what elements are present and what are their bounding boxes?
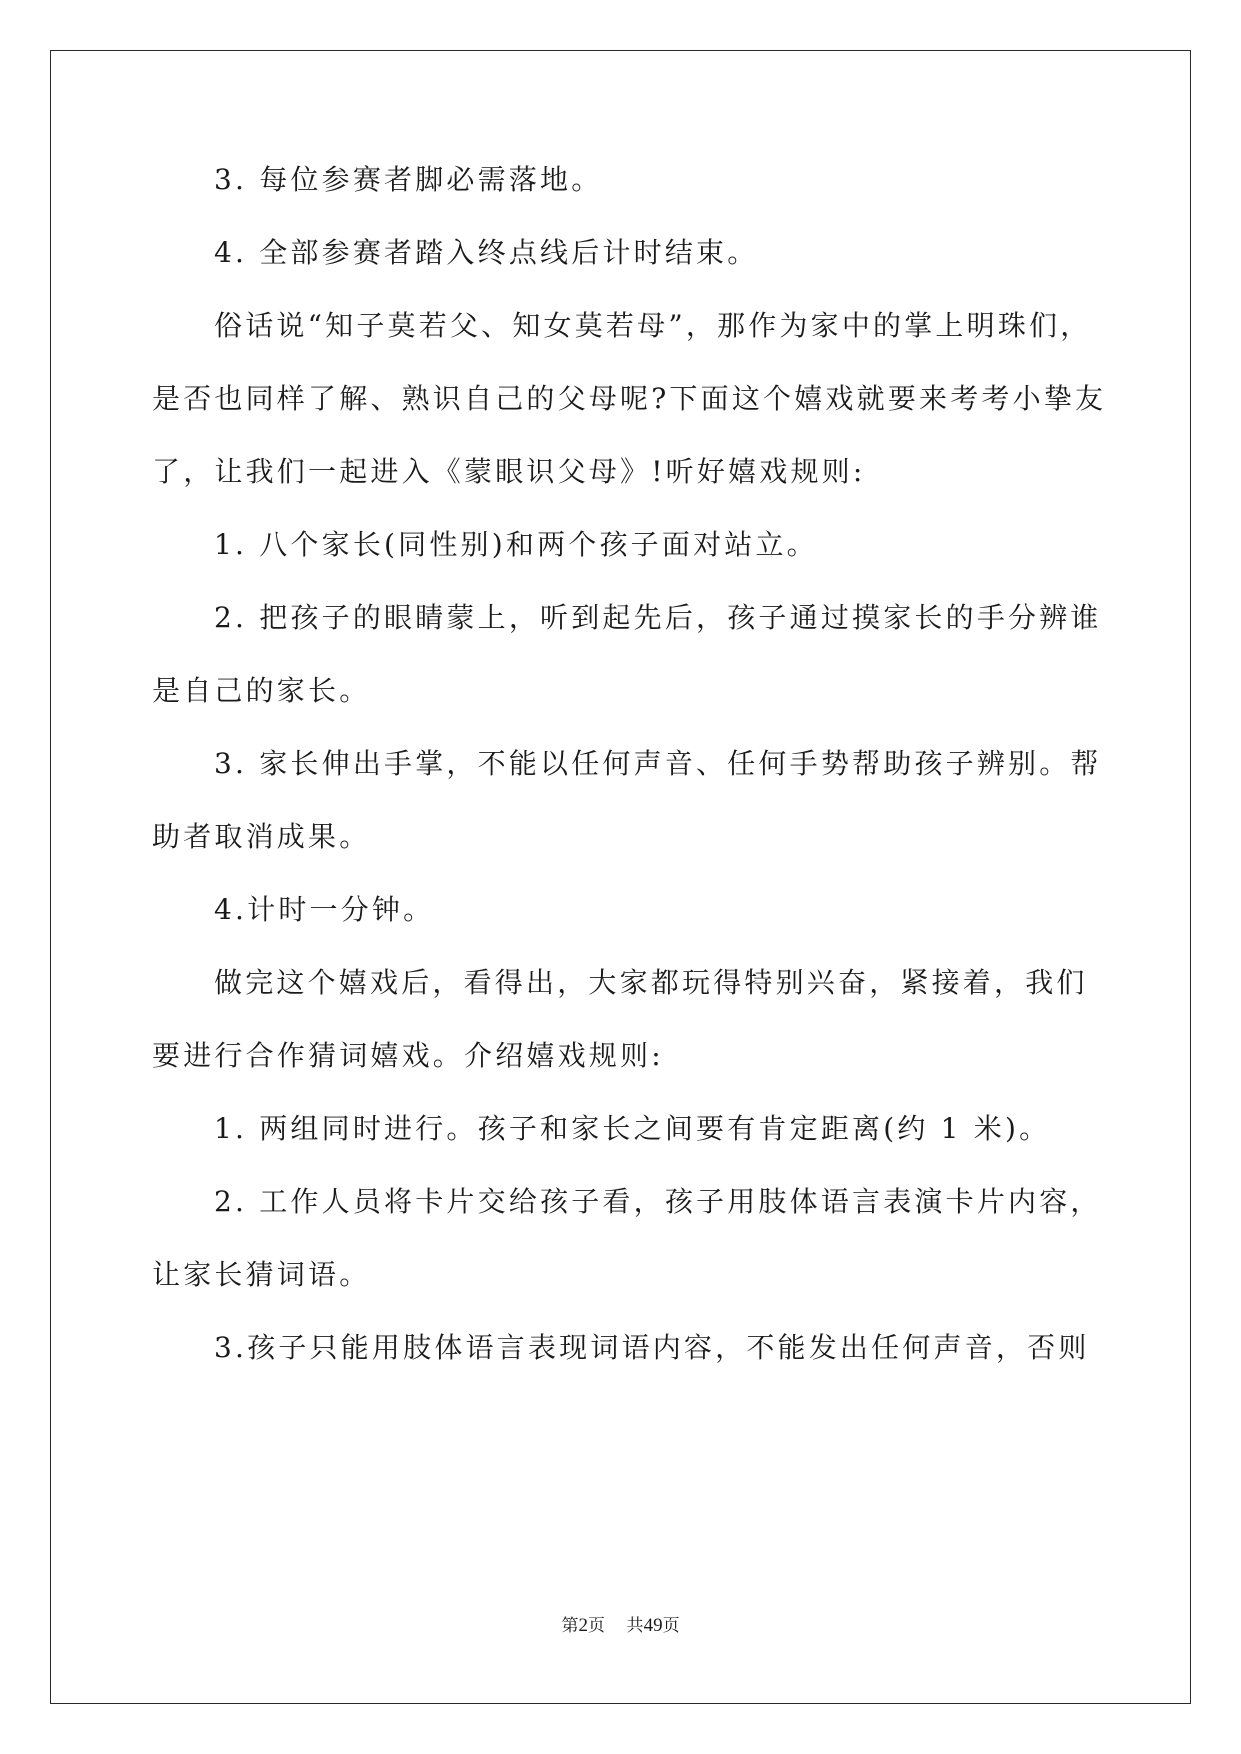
paragraph-line: 1. 八个家长(同性别)和两个孩子面对站立。 xyxy=(214,528,818,561)
paragraph-line: 了，让我们一起进入《蒙眼识父母》!听好嬉戏规则: xyxy=(152,455,866,488)
paragraph-line: 让家长猜词语。 xyxy=(152,1258,371,1291)
paragraph-line: 要进行合作猜词嬉戏。介绍嬉戏规则: xyxy=(152,1039,664,1072)
page-border xyxy=(50,50,1191,1704)
total-page-count: 49 xyxy=(643,1615,663,1636)
paragraph-line: 3.孩子只能用肢体语言表现词语内容，不能发出任何声音，否则 xyxy=(214,1331,1090,1364)
paragraph-line: 俗话说“知子莫若父、知女莫若母”，那作为家中的掌上明珠们， xyxy=(214,309,1092,342)
paragraph-line: 1. 两组同时进行。孩子和家长之间要有肯定距离(约 1 米)。 xyxy=(214,1112,1051,1145)
paragraph-line: 4. 全部参赛者踏入终点线后计时结束。 xyxy=(214,236,759,269)
paragraph-line: 助者取消成果。 xyxy=(152,820,371,853)
paragraph-line: 2. 把孩子的眼睛蒙上，听到起先后，孩子通过摸家长的手分辨谁 xyxy=(214,601,1102,634)
paragraph-line: 做完这个嬉戏后，看得出，大家都玩得特别兴奋，紧接着，我们 xyxy=(214,966,1088,999)
paragraph-line: 是否也同样了解、熟识自己的父母呢?下面这个嬉戏就要来考考小挚友 xyxy=(152,382,1107,415)
current-page-number: 2 xyxy=(578,1615,588,1636)
footer-suffix: 页 xyxy=(662,1616,680,1636)
paragraph-line: 3. 每位参赛者脚必需落地。 xyxy=(214,163,603,196)
paragraph-line: 2. 工作人员将卡片交给孩子看，孩子用肢体语言表演卡片内容， xyxy=(214,1185,1102,1218)
paragraph-line: 是自己的家长。 xyxy=(152,674,371,707)
paragraph-line: 4.计时一分钟。 xyxy=(214,893,435,926)
footer-prefix: 第 xyxy=(561,1616,579,1636)
paragraph-line: 3. 家长伸出手掌，不能以任何声音、任何手势帮助孩子辨别。帮 xyxy=(214,747,1102,780)
footer-mid: 页 共 xyxy=(587,1616,644,1636)
page-footer xyxy=(0,1614,1241,1638)
